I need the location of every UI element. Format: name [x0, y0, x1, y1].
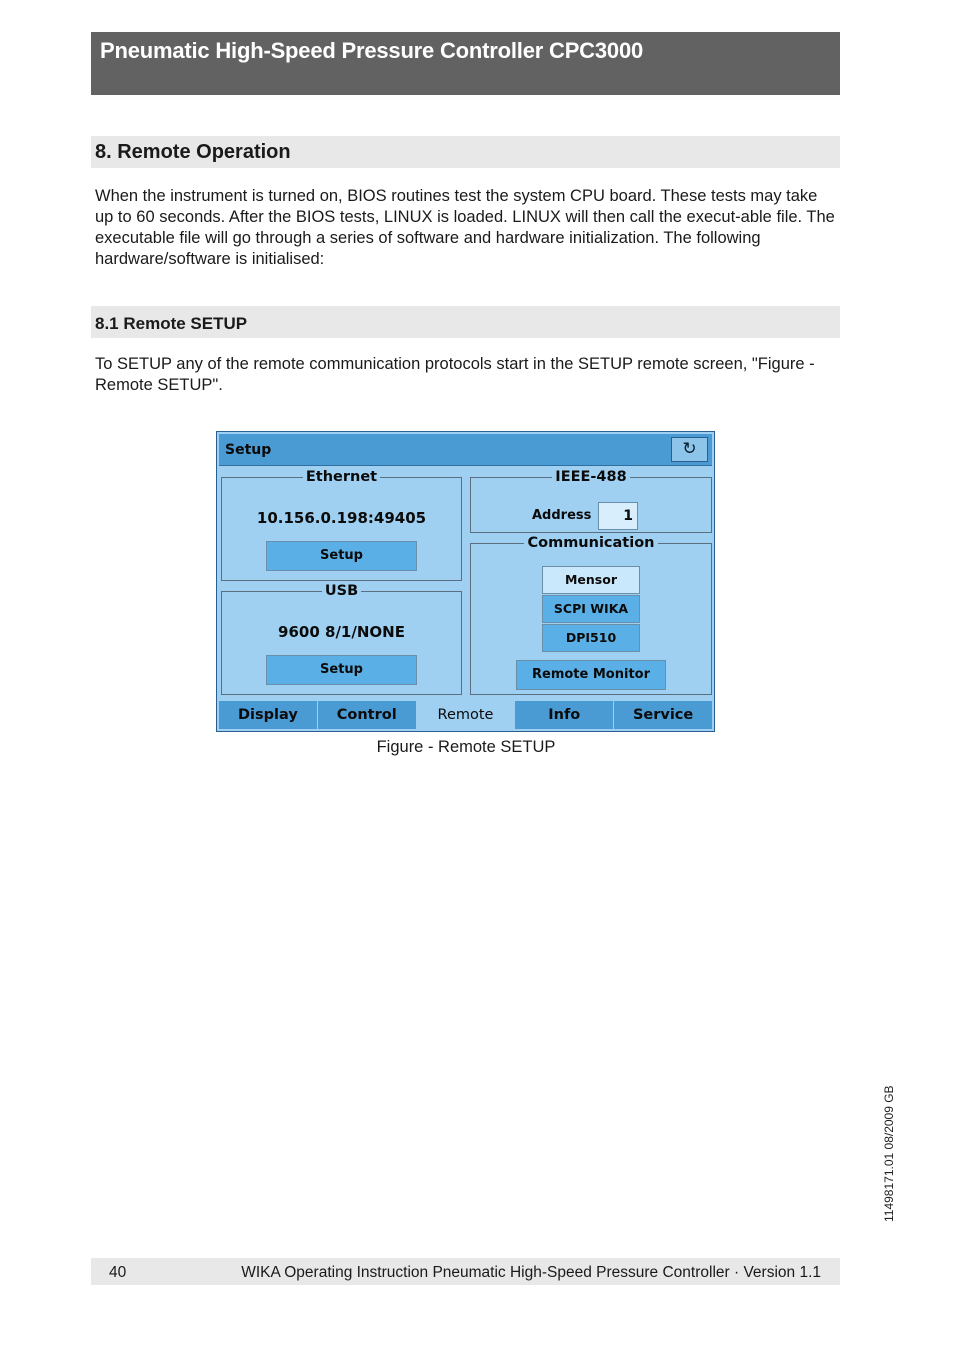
footer-text: WIKA Operating Instruction Pneumatic High-Speed Pressure Controller · Version 1.1 — [241, 1264, 821, 1281]
refresh-button[interactable] — [671, 437, 708, 462]
figure-caption: Figure - Remote SETUP — [376, 738, 556, 756]
ieee-legend: IEEE-488 — [555, 469, 627, 485]
document-code: 11498171.01 08/2009 GB — [882, 1085, 896, 1222]
screen-tab-bar — [219, 701, 712, 729]
ieee-group — [470, 470, 712, 533]
usb-group — [221, 584, 462, 695]
usb-setup-button[interactable]: Setup — [266, 655, 417, 685]
ethernet-setup-button[interactable]: Setup — [266, 541, 417, 571]
ethernet-group — [221, 470, 462, 581]
document-header — [91, 32, 840, 95]
protocol-mensor-button[interactable]: Mensor — [542, 566, 640, 594]
remote-monitor-button[interactable]: Remote Monitor — [516, 660, 666, 690]
protocol-dpi510-button[interactable]: DPI510 — [542, 624, 640, 652]
section-title: 8. Remote Operation — [95, 141, 291, 163]
section-heading — [91, 136, 840, 168]
protocol-scpi-wika-button[interactable]: SCPI WIKA — [542, 595, 640, 623]
address-field[interactable]: 1 — [598, 502, 638, 530]
subsection-paragraph: To SETUP any of the remote communication protocols start in the SETUP remote screen, "Figure - Remote SETUP". — [95, 355, 815, 394]
remote-setup-screenshot — [216, 431, 715, 732]
page-number: 40 — [109, 1264, 127, 1281]
tab-display[interactable]: Display — [219, 701, 318, 729]
screen-title: Setup — [225, 442, 272, 458]
tab-service[interactable]: Service — [614, 701, 712, 729]
ethernet-legend: Ethernet — [305, 469, 378, 485]
refresh-icon: ↻ — [682, 439, 697, 459]
screen-titlebar — [219, 434, 712, 466]
communication-legend: Communication — [527, 535, 655, 551]
tab-info[interactable]: Info — [515, 701, 614, 729]
communication-group — [470, 536, 712, 695]
intro-paragraph: When the instrument is turned on, BIOS routines test the system CPU board. These tests may take up to 60 seconds. After the BIOS tests, LINUX is loaded. LINUX will then call the execut-able file. The executable file will go through a series of software and hardware initialization. The following hardware/software is initialised: — [95, 187, 835, 268]
usb-settings: 9600 8/1/NONE — [278, 623, 405, 641]
document-title: Pneumatic High-Speed Pressure Controller CPC3000 — [100, 38, 644, 63]
subsection-title: 8.1 Remote SETUP — [95, 314, 248, 333]
ethernet-address: 10.156.0.198:49405 — [256, 509, 427, 527]
usb-legend: USB — [324, 583, 359, 599]
tab-remote[interactable]: Remote — [417, 701, 516, 729]
address-label: Address — [532, 508, 592, 523]
page-footer — [91, 1258, 840, 1285]
tab-control[interactable]: Control — [318, 701, 417, 729]
subsection-heading — [91, 306, 840, 338]
